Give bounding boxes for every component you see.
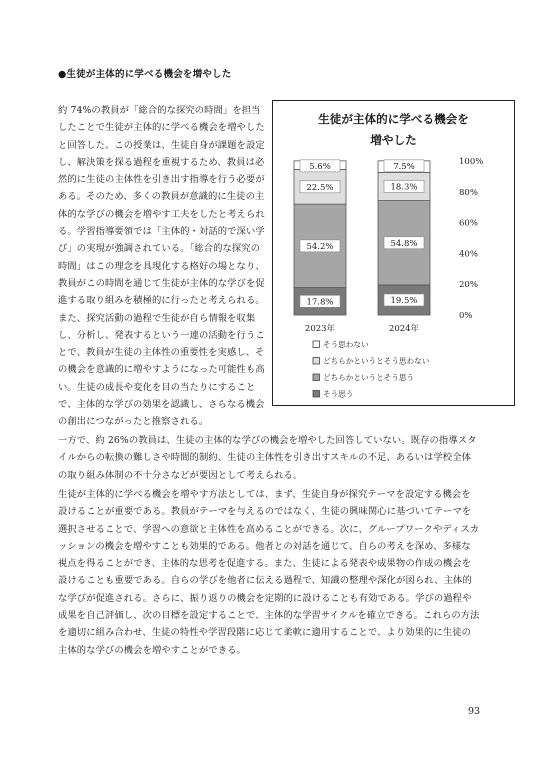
legend-swatch xyxy=(313,374,320,381)
section-heading: ●生徒が主体的に学べる機会を増やした xyxy=(58,69,232,80)
legend-label: どちらかというとそう思わない xyxy=(323,356,430,366)
data-label: 7.5% xyxy=(393,162,415,173)
chart-figure xyxy=(272,100,515,406)
legend-label: どちらかというとそう思う xyxy=(323,373,415,382)
y-tick-label: 0% xyxy=(459,311,473,321)
y-tick-label: 100% xyxy=(459,157,484,167)
data-label: 54.8% xyxy=(390,238,418,249)
data-label: 18.3% xyxy=(390,182,418,193)
data-label: 19.5% xyxy=(390,296,418,307)
chart-title-line1: 生徒が主体的に学べる機会を xyxy=(318,112,469,126)
legend-swatch xyxy=(313,341,320,348)
body-paragraph-3: 生徒が主体的に学べる機会を増やす方法としては、まず、生徒自身が探究テーマを設定する機会を設けることが重要である。教員がテーマを与えるのではなく、生徒の興味関心に基づいてテーマを選択させることで、学習への意欲と主体性を高めることができる。次に、グループワークやディスカッションの機会を増やすことも効果的である。他者との対話を通じて、自らの考えを深め、多様な視点を得ることができ、主体的な思考を促進する。また、生徒による発表や成果物の作成の機会を設けることも重要である。自らの学びを他者に伝える過程で、知識の整理や深化が図られ、主体的な学びが促進される。さらに、振り返りの機会を定期的に設けることも有効である。学びの過程や成果を自己評価し、次の目標を設定することで、主体的な学習サイクルを確立できる。これらの方法を適切に組み合わせ、生徒の特性や学習段階に応じて柔軟に適用することで、より効果的に生徒の主体的な学びの機会を増やすことができる。 xyxy=(58,489,480,656)
y-tick-label: 80% xyxy=(459,187,478,198)
y-tick-label: 20% xyxy=(459,280,478,291)
y-tick-label: 60% xyxy=(459,218,478,229)
body-paragraph-2: 一方で、約 26%の教員は、生徒の主体的な学びの機会を増やした回答していない。既存の指導スタイルからの転換の難しさや時間的制約、生徒の主体性を引き出すスキルの不足、あるいは学校全体の取り組み体制の不十分さなどが要因として考えられる。 xyxy=(58,435,477,481)
page-number: 93 xyxy=(468,706,481,717)
category-label: 2023年 xyxy=(304,324,336,334)
data-label: 54.2% xyxy=(306,242,334,253)
data-label: 17.8% xyxy=(306,297,334,308)
category-label: 2024年 xyxy=(388,324,420,334)
stacked-bar-chart xyxy=(273,101,513,404)
legend-swatch xyxy=(313,358,320,365)
body-paragraph-1: 約 74%の教員が「総合的な探究の時間」を担当したことで生徒が主体的に学べる機会を増やしたと回答した。この授業は、生徒自身が課題を設定し、解決策を探る過程を重視するため、教員は必然的に生徒の主体性を引き出す指導を行う必要がある。そのため、多くの教員が意識的に生徒の主体的な学びの機会を増やす工夫をしたと考えられる。学習指導要領では「主体的・対話的で深い学び」の実現が強調されている。「総合的な探究の時間」はこの理念を具現化する格好の場となり、教員がこの時間を通じて生徒が主体的な学びを促進する取り組みを積極的に行ったと考えられる。また、探究活動の過程で生徒が自ら情報を収集し、分析し、発表するという一連の活動を行うことで、教員が生徒の主体性の重要性を実感し、その機会を意識的に増やすようになった可能性も高い。生徒の成長や変化を目の当たりにすることで、主体的な学びの効果を認識し、さらなる機会の創出につながったと推察される。 xyxy=(58,105,265,428)
legend-swatch xyxy=(313,391,320,398)
y-tick-label: 40% xyxy=(459,249,478,260)
legend-label: そう思わない xyxy=(323,340,369,349)
legend-label: そう思う xyxy=(323,389,354,399)
data-label: 22.5% xyxy=(306,182,334,193)
chart-title-line2: 増やした xyxy=(370,133,417,147)
data-label: 5.6% xyxy=(309,162,331,173)
